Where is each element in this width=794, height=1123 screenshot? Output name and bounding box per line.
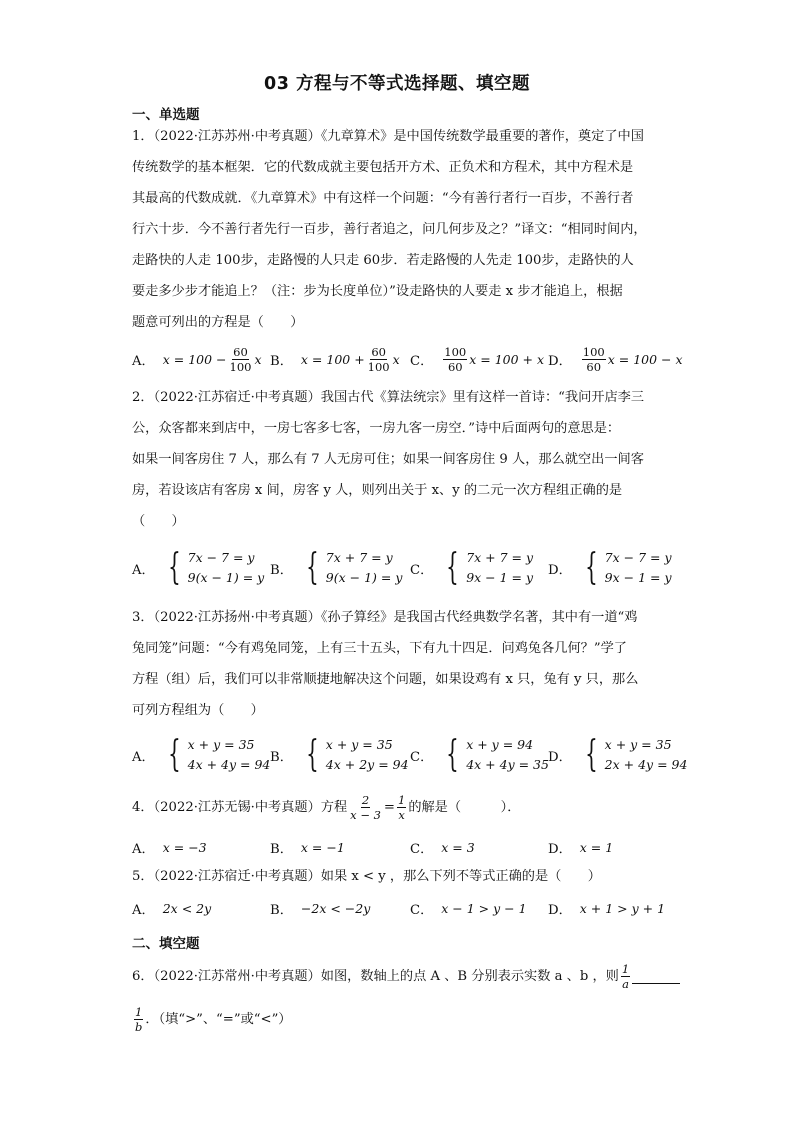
- q5-options: [132, 899, 672, 919]
- page-title: 03 方程与不等式选择题、填空题: [264, 74, 530, 94]
- q5-option-d[interactable]: D． x + 1 > y + 1: [548, 901, 666, 918]
- q4-option-d[interactable]: D． x = 1: [548, 840, 614, 857]
- q2-option-b[interactable]: B． { 7x + 7 = y 9(x − 1) = y: [270, 547, 403, 588]
- q5-option-a[interactable]: A． 2x < 2y: [132, 901, 212, 918]
- q3-option-d[interactable]: D． { x + y = 35 2x + 4y = 94: [548, 734, 688, 775]
- q3-line-1: 3．（2022·江苏扬州·中考真题）《孙子算经》是我国古代经典数学名著，其中有一道“鸡: [132, 610, 638, 625]
- q1-option-c[interactable]: C． $\frac{100}{60}$ x = 100 + x: [410, 345, 545, 374]
- q1-line-4: 行六十步．今不善行者先行一百步，善行者追之，问几何步及之？”译文：“相同时间内，: [132, 222, 647, 237]
- q3-options: [132, 734, 688, 779]
- q1-line-3: 其最高的代数成就．《九章算术》中有这样一个问题：“今有善行者行一百步，不善行者: [132, 191, 634, 206]
- q1-option-d[interactable]: D． $\frac{100}{60}$ x = 100 − x: [548, 345, 683, 374]
- q4-stem: 4．（2022·江苏无锡·中考真题）方程 $\frac{2}{x - 3}$ = $\frac{1}{x}$ 的解是（ ）．: [132, 793, 521, 822]
- q3-option-a[interactable]: A． { x + y = 35 4x + 4y = 94: [132, 734, 271, 775]
- q1-option-a[interactable]: A． x = 100 − $\frac{60}{100}$ x: [132, 345, 262, 374]
- q2-options: [132, 548, 672, 592]
- q1-line-1: 1．（2022·江苏苏州·中考真题）《九章算术》是中国传统数学最重要的著作，奠定了中国: [132, 129, 644, 144]
- q3-option-b[interactable]: B． { x + y = 35 4x + 2y = 94: [270, 734, 409, 775]
- q1-options: [132, 345, 683, 379]
- q4-options: [132, 838, 672, 858]
- q2-line-1: 2．（2022·江苏宿迁·中考真题）我国古代《算法统宗》里有这样一首诗：“我问开店李三: [132, 390, 645, 405]
- q6-stem: 6．（2022·江苏常州·中考真题）如图，数轴上的点 A 、B 分别表示实数 a 、b ，则 $\frac{1}{a}$: [132, 962, 680, 991]
- q4-option-a[interactable]: A． x = −3: [132, 840, 207, 857]
- q3-line-3: 方程（组）后，我们可以非常顺捷地解决这个问题，如果设鸡有 x 只，兔有 y 只，那么: [132, 672, 639, 687]
- q2-line-4: 房，若设该店有客房 x 间，房客 y 人，则列出关于 x、y 的二元一次方程组正确的是: [132, 483, 623, 498]
- q4-option-c[interactable]: C． x = 3: [410, 840, 475, 857]
- q6-stem-2: $\frac{1}{b}$ ．（填“>”、“=”或“<”）: [135, 1005, 292, 1034]
- q3-line-4: 可列方程组为（ ）: [132, 703, 264, 718]
- q4-option-b[interactable]: B． x = −1: [270, 840, 345, 857]
- answer-blank[interactable]: [632, 969, 680, 984]
- q1-line-5: 走路快的人走 100步，走路慢的人只走 60步．若走路慢的人先走 100步，走路快的人: [132, 253, 634, 268]
- q1-line-7: 题意可列出的方程是（ ）: [132, 315, 304, 330]
- q1-line-2: 传统数学的基本框架．它的代数成就主要包括开方术、正负术和方程术，其中方程术是: [132, 160, 634, 175]
- q2-line-5: （ ）: [132, 514, 185, 529]
- q1-line-6: 要走多少步才能追上？（注：步为长度单位）”设走路快的人要走 x 步才能追上，根据: [132, 284, 623, 299]
- q3-option-c[interactable]: C． { x + y = 94 4x + 4y = 35: [410, 734, 549, 775]
- q3-line-2: 兔同笼”问题：“今有鸡兔同笼，上有三十五头，下有九十四足．问鸡兔各几何？”学了: [132, 641, 627, 656]
- q2-option-d[interactable]: D． { 7x − 7 = y 9x − 1 = y: [548, 547, 672, 588]
- q2-line-2: 公，众客都来到店中，一房七客多七客，一房九客一房空．”诗中后面两句的意思是：: [132, 421, 621, 436]
- section-fill-blank: 二、填空题: [132, 936, 200, 952]
- q5-option-b[interactable]: B． −2x < −2y: [270, 901, 371, 918]
- q2-line-3: 如果一间客房住 7 人，那么有 7 人无房可住；如果一间客房住 9 人，那么就空出一间客: [132, 452, 644, 467]
- q5-stem: 5．（2022·江苏宿迁·中考真题）如果 x < y ，那么下列不等式正确的是（ ）: [132, 869, 601, 884]
- q5-option-c[interactable]: C． x − 1 > y − 1: [410, 901, 527, 918]
- q1-option-b[interactable]: B． x = 100 + $\frac{60}{100}$ x: [270, 345, 400, 374]
- q2-option-a[interactable]: A． { 7x − 7 = y 9(x − 1) = y: [132, 547, 265, 588]
- q2-option-c[interactable]: C． { 7x + 7 = y 9x − 1 = y: [410, 547, 534, 588]
- section-single-choice: 一、单选题: [132, 107, 200, 123]
